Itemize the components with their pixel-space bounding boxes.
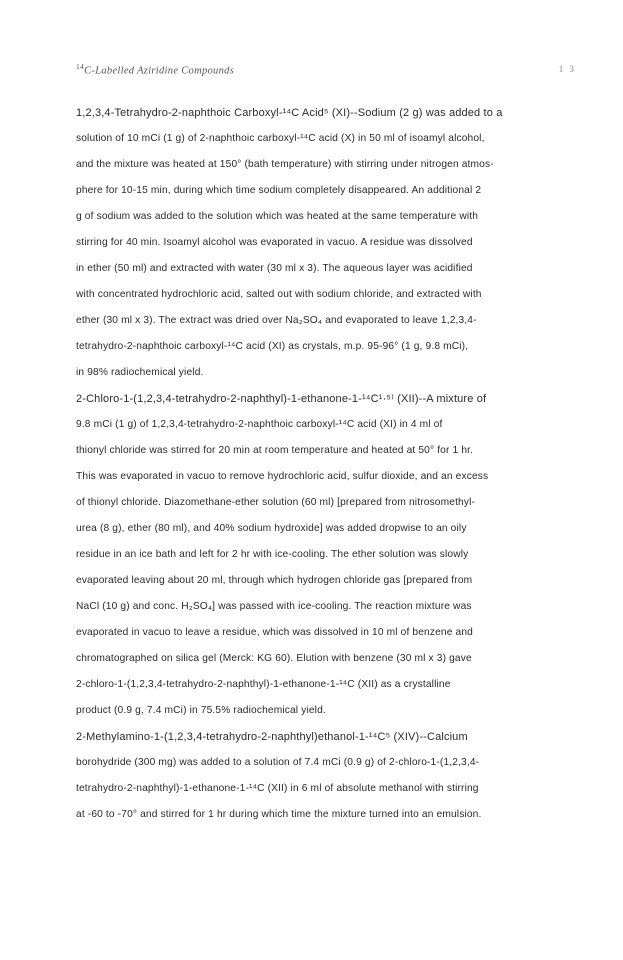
- page-number: 1 3: [558, 64, 576, 74]
- text-line-13: 9.8 mCi (1 g) of 1,2,3,4-tetrahydro-2-naphthoic carboxyl-¹⁴C acid (XI) in 4 ml of: [76, 419, 443, 430]
- text-line-20: NaCl (10 g) and conc. H₂SO₄] was passed with ice-cooling. The reaction mixture was: [76, 601, 472, 612]
- text-line-22: chromatographed on silica gel (Merck: KG 60). Elution with benzene (30 ml x 3) gave: [76, 653, 472, 664]
- text-line-12: 2-Chloro-1-(1,2,3,4-tetrahydro-2-naphthyl)-1-ethanone-1-¹⁴C¹·⁵⁾ (XII)--A mixture of: [76, 393, 487, 405]
- text-line-28: at -60 to -70° and stirred for 1 hr during which time the mixture turned into an emulsion.: [76, 809, 482, 820]
- text-line-6: stirring for 40 min. Isoamyl alcohol was evaporated in vacuo. A residue was dissolved: [76, 237, 473, 248]
- running-header: [76, 62, 576, 82]
- text-line-4: phere for 10-15 min, during which time sodium completely disappeared. An additional 2: [76, 185, 482, 196]
- text-line-23: 2-chloro-1-(1,2,3,4-tetrahydro-2-naphthyl)-1-ethanone-1-¹⁴C (XII) as a crystalline: [76, 679, 451, 690]
- running-title-superscript: 14: [76, 62, 85, 71]
- text-line-18: residue in an ice bath and left for 2 hr with ice-cooling. The ether solution was slowly: [76, 549, 469, 560]
- text-line-21: evaporated in vacuo to leave a residue, which was dissolved in 10 ml of benzene and: [76, 627, 473, 638]
- text-line-11: in 98% radiochemical yield.: [76, 367, 204, 378]
- text-line-24: product (0.9 g, 7.4 mCi) in 75.5% radiochemical yield.: [76, 705, 326, 716]
- text-line-19: evaporated leaving about 20 ml, through which hydrogen chloride gas [prepared from: [76, 575, 473, 586]
- running-title: C-Labelled Aziridine Compounds: [84, 65, 235, 77]
- text-line-26: borohydride (300 mg) was added to a solution of 7.4 mCi (0.9 g) of 2-chloro-1-(1,2,3,4-: [76, 757, 480, 768]
- text-line-25: 2-Methylamino-1-(1,2,3,4-tetrahydro-2-naphthyl)ethanol-1-¹⁴C⁵ (XIV)--Calcium: [76, 731, 468, 743]
- experimental-text: [76, 100, 568, 828]
- text-line-16: of thionyl chloride. Diazomethane-ether solution (60 ml) [prepared from nitrosomethyl-: [76, 497, 476, 508]
- text-line-14: thionyl chloride was stirred for 20 min at room temperature and heated at 50° for 1 hr.: [76, 445, 474, 456]
- text-line-17: urea (8 g), ether (80 ml), and 40% sodium hydroxide] was added dropwise to an oily: [76, 523, 467, 534]
- text-line-15: This was evaporated in vacuo to remove hydrochloric acid, sulfur dioxide, and an excess: [76, 471, 489, 482]
- text-line-9: ether (30 ml x 3). The extract was dried over Na₂SO₄ and evaporated to leave 1,2,3,4-: [76, 315, 477, 326]
- text-line-7: in ether (50 ml) and extracted with water (30 ml x 3). The aqueous layer was acidified: [76, 263, 473, 274]
- text-line-3: and the mixture was heated at 150° (bath temperature) with stirring under nitrogen atmos-: [76, 159, 494, 170]
- text-line-2: solution of 10 mCi (1 g) of 2-naphthoic carboxyl-¹⁴C acid (X) in 50 ml of isoamyl alcohol,: [76, 133, 485, 144]
- text-line-27: tetrahydro-2-naphthyl)-1-ethanone-1-¹⁴C (XII) in 6 ml of absolute methanol with stirring: [76, 783, 479, 794]
- text-line-1: 1,2,3,4-Tetrahydro-2-naphthoic Carboxyl-¹⁴C Acid⁵ (XI)--Sodium (2 g) was added to a: [76, 107, 503, 119]
- text-line-8: with concentrated hydrochloric acid, salted out with sodium chloride, and extracted with: [76, 289, 482, 300]
- text-line-5: g of sodium was added to the solution which was heated at the same temperature with: [76, 211, 479, 222]
- text-line-10: tetrahydro-2-naphthoic carboxyl-¹⁴C acid (XI) as crystals, m.p. 95-96° (1 g, 9.8 mCi),: [76, 341, 469, 352]
